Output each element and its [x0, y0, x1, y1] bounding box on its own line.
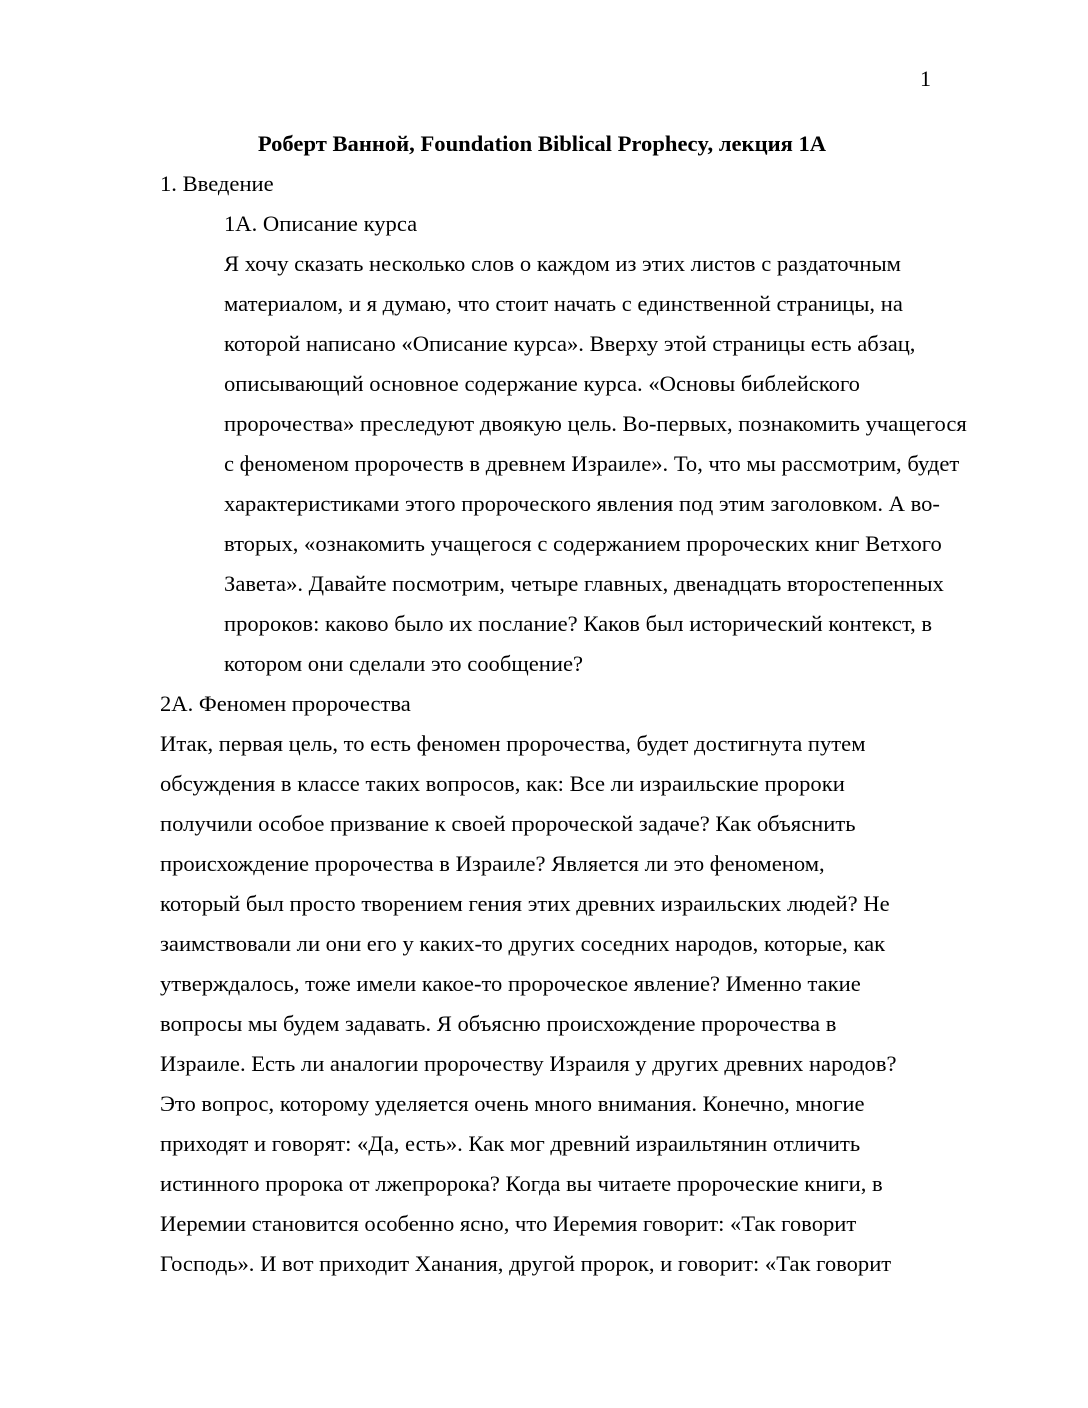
subsection-heading-course-description: 1А. Описание курса: [224, 211, 418, 236]
section-heading-introduction: 1. Введение: [160, 171, 274, 196]
text-line: Израиле. Есть ли аналогии пророчеству Израиля у других древних народов?: [160, 1051, 897, 1076]
text-line: получили особое призвание к своей пророческой задаче? Как объяснить: [160, 811, 856, 836]
text-line: который был просто творением гения этих древних израильских людей? Не: [160, 891, 890, 916]
text-line: вопросы мы будем задавать. Я объясню происхождение пророчества в: [160, 1011, 837, 1036]
text-line: котором они сделали это сообщение?: [224, 651, 584, 676]
text-line: пророчества» преследуют двоякую цель. Во-первых, познакомить учащегося: [224, 411, 967, 436]
subsection-heading-phenomenon: 2А. Феномен пророчества: [160, 691, 411, 716]
document-body: [160, 124, 967, 1284]
text-line: описывающий основное содержание курса. «Основы библейского: [224, 371, 860, 396]
text-line: обсуждения в классе таких вопросов, как: Все ли израильские пророки: [160, 771, 845, 796]
paragraph-phenomenon: [160, 724, 924, 1284]
text-line: пророков: каково было их послание? Каков был исторический контекст, в: [224, 611, 933, 636]
text-line: характеристиками этого пророческого явления под этим заголовком. А во-: [224, 491, 940, 516]
text-line: Итак, первая цель, то есть феномен пророчества, будет достигнута путем: [160, 731, 866, 756]
page-number: 1: [920, 66, 931, 91]
text-line: происхождение пророчества в Израиле? Является ли это феноменом,: [160, 851, 825, 876]
document-title: Роберт Ванной, Foundation Biblical Prophecy, лекция 1А: [257, 131, 827, 156]
text-line: утверждалось, тоже имели какое-то пророческое явление? Именно такие: [160, 971, 861, 996]
text-line: Иеремии становится особенно ясно, что Иеремия говорит: «Так говорит: [160, 1211, 857, 1236]
text-line: которой написано «Описание курса». Вверху этой страницы есть абзац,: [224, 331, 916, 356]
text-line: приходят и говорят: «Да, есть». Как мог древний израильтянин отличить: [160, 1131, 861, 1156]
text-line: материалом, и я думаю, что стоит начать с единственной страницы, на: [224, 291, 903, 316]
text-line: Я хочу сказать несколько слов о каждом из этих листов с раздаточным: [224, 251, 901, 276]
text-line: истинного пророка от лжепророка? Когда вы читаете пророческие книги, в: [160, 1171, 883, 1196]
text-line: Господь». И вот приходит Ханания, другой пророк, и говорит: «Так говорит: [160, 1251, 892, 1276]
text-line: Это вопрос, которому уделяется очень много внимания. Конечно, многие: [160, 1091, 865, 1116]
text-line: вторых, «ознакомить учащегося с содержанием пророческих книг Ветхого: [224, 531, 942, 556]
paragraph-course-description: [160, 244, 967, 684]
text-line: заимствовали ли они его у каких-то других соседних народов, которые, как: [160, 931, 886, 956]
text-line: Завета». Давайте посмотрим, четыре главных, двенадцать второстепенных: [224, 571, 944, 596]
text-line: с феноменом пророчеств в древнем Израиле». То, что мы рассмотрим, будет: [224, 451, 960, 476]
